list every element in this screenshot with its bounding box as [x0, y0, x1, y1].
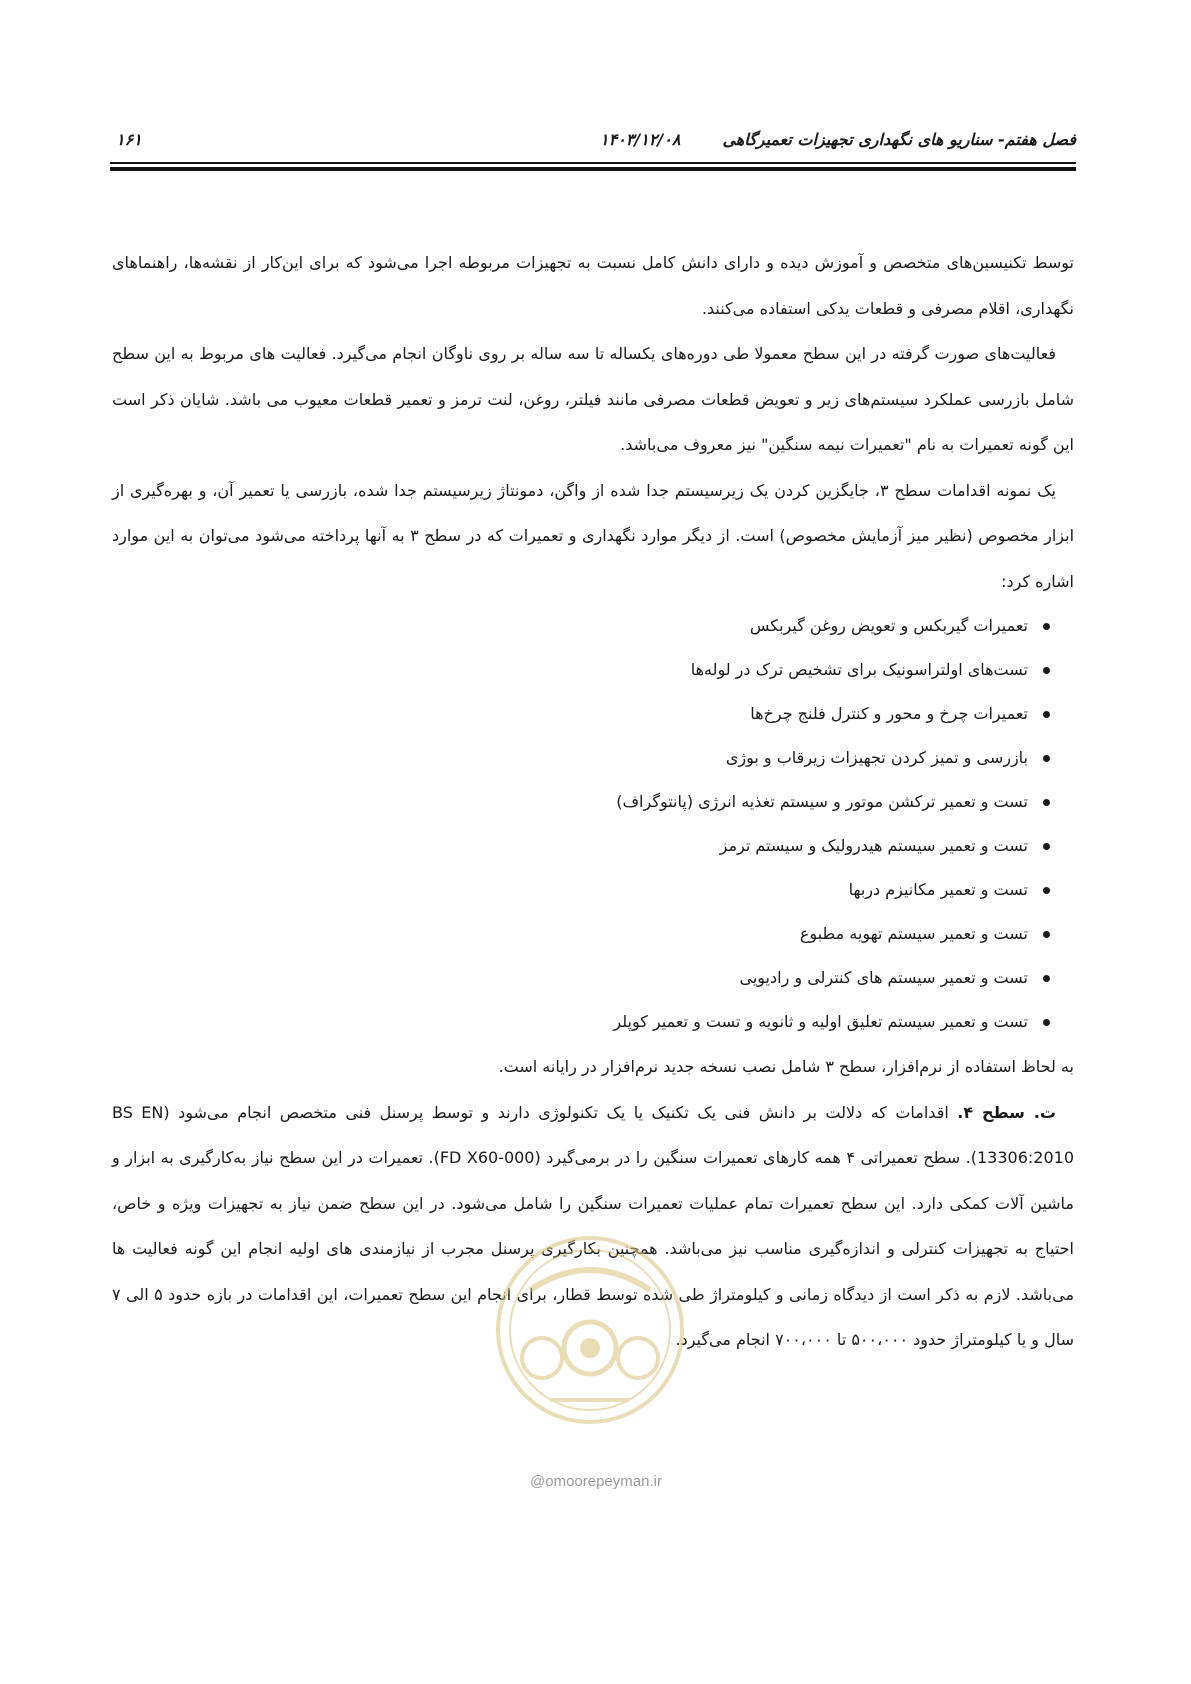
paragraph-4: به لحاظ استفاده از نرم‌افزار، سطح ۳ شامل نصب نسخه جدید نرم‌افزار در رایانه است. — [498, 1057, 1074, 1076]
list-item-text: بازرسی و تمیز کردن تجهیزات زیرقاب و بوژی — [725, 748, 1028, 767]
list-item — [112, 956, 1050, 1000]
watermark-seal-icon — [490, 1230, 690, 1430]
bullet-icon — [1043, 799, 1050, 806]
list-item-text: تست‌های اولتراسونیک برای تشخیص ترک در لوله‌ها — [690, 660, 1028, 679]
list-item — [112, 824, 1050, 868]
paragraph-1: توسط تکنیسین‌های متخصص و آموزش دیده و دارای دانش کامل نسبت به تجهیزات مربوطه اجرا می‌شود که برای این‌کار از نقشه‌ها، راهنماهای نگهداری، اقلام مصرفی و قطعات یدکی استفاده می‌کنند. — [112, 253, 1074, 318]
list-item — [112, 692, 1050, 736]
paragraph-3: یک نمونه اقدامات سطح ۳، جایگزین کردن یک زیرسیستم جدا شده از واگن، دمونتاژ زیرسیستم جدا شده، بازرسی یا تعمیر آن، و بهره‌گیری از ابزار مخصوص (نظیر میز آزمایش مخصوص) است. از دیگر موارد نگهداری و تعمیرات که در سطح ۳ به آنها پرداخته می‌شود می‌توان به این موارد اشاره کرد: — [112, 480, 1075, 591]
bullet-icon — [1043, 1019, 1050, 1026]
list-item — [112, 648, 1050, 692]
list-item-text: تعمیرات گیربکس و تعویض روغن گیربکس — [749, 616, 1028, 635]
list-item-text: تعمیرات چرخ و محور و کنترل فلنج چرخ‌ها — [750, 704, 1028, 723]
list-item-text: تست و تعمیر سیستم های کنترلی و رادیویی — [739, 968, 1028, 987]
list-item — [112, 1000, 1050, 1044]
list-item-text: تست و تعمیر سیستم تعلیق اولیه و ثانویه و تست و تعمیر کوپلر — [613, 1012, 1028, 1031]
list-item — [112, 780, 1050, 824]
list-item — [112, 736, 1050, 780]
page-number: ۱۶۱ — [116, 130, 142, 149]
header-rule-thick — [110, 167, 1076, 171]
bullet-icon — [1043, 623, 1050, 630]
list-item — [112, 604, 1050, 648]
bullet-icon — [1043, 667, 1050, 674]
chapter-title: فصل هفتم- سناریو های نگهداری تجهیزات تعمیرگاهی — [722, 130, 1076, 149]
bullet-icon — [1043, 755, 1050, 762]
bullet-icon — [1043, 843, 1050, 850]
bullet-icon — [1043, 711, 1050, 718]
paragraph-2: فعالیت‌های صورت گرفته در این سطح معمولا طی دوره‌های یکساله تا سه ساله بر روی ناوگان انجام می‌گیرد. فعالیت های مربوط به این سطح شامل بازرسی عملکرد سیستم‌های زیر و تعویض قطعات مصرفی مانند فیلتر، روغن، لنت ترمز و تعمیر قطعات معیوب می باشد. شایان ذکر است این گونه تعمیرات به نام "تعمیرات نیمه سنگین" نیز معروف می‌باشد. — [112, 344, 1074, 454]
header-date: ۱۴۰۳/۱۲/۰۸ — [600, 130, 681, 149]
list-item-text: تست و تعمیر مکانیزم دربها — [848, 880, 1028, 899]
list-item-text: تست و تعمیر ترکشن موتور و سیستم تغذیه انرژی (پانتوگراف) — [616, 792, 1028, 811]
bullet-list — [112, 604, 1074, 1044]
section-heading: ت. سطح ۴. — [957, 1102, 1057, 1122]
header-rule-thin — [110, 162, 1076, 164]
watermark-text: @omoorepeyman.ir — [530, 1473, 662, 1490]
bullet-icon — [1043, 975, 1050, 982]
list-item-text: تست و تعمیر سیستم تهویه مطبوع — [799, 924, 1028, 943]
list-item — [112, 912, 1050, 956]
list-item — [112, 868, 1050, 912]
bullet-icon — [1043, 887, 1050, 894]
list-item-text: تست و تعمیر سیستم هیدرولیک و سیستم ترمز — [719, 836, 1028, 855]
bullet-icon — [1043, 931, 1050, 938]
paragraph-5-text: اقدامات که دلالت بر دانش فنی یک تکنیک یا یک تکنولوژی دارند و توسط پرسنل فنی متخصص انجام می‌شود (BS EN 13306:2010). سطح تعمیراتی ۴ همه کارهای تعمیرات سنگین را در برمی‌گیرد (FD X60-000). تعمیرات در این سطح نیاز به‌کارگیری به ابزار و ماشین آلات کمکی دارد. این سطح تعمیرات تمام عملیات تعمیرات سنگین را شامل می‌شود. در این سطح ضمن نیاز به تجهیزات ویژه و خاص، احتیاج به تجهیزات کنترلی و اندازه‌گیری مناسب نیز می‌باشد. همچنین بکارگیری پرسنل مجرب از نیازمندی های اولیه انجام این گونه فعالیت ها می‌باشد. لازم به ذکر است از دیدگاه زمانی و کیلومتراژ طی شده توسط قطار، برای انجام این سطح تعمیرات، این اقدامات در بازه حدود ۵ الی ۷ سال و یا کیلومتراژ حدود ۵۰۰،۰۰۰ تا ۷۰۰،۰۰۰ انجام می‌گیرد. — [112, 1102, 1075, 1349]
page-body — [112, 240, 1074, 1363]
page-header — [110, 130, 1076, 156]
watermark-site: omoorepeyman.ir — [545, 1473, 662, 1490]
